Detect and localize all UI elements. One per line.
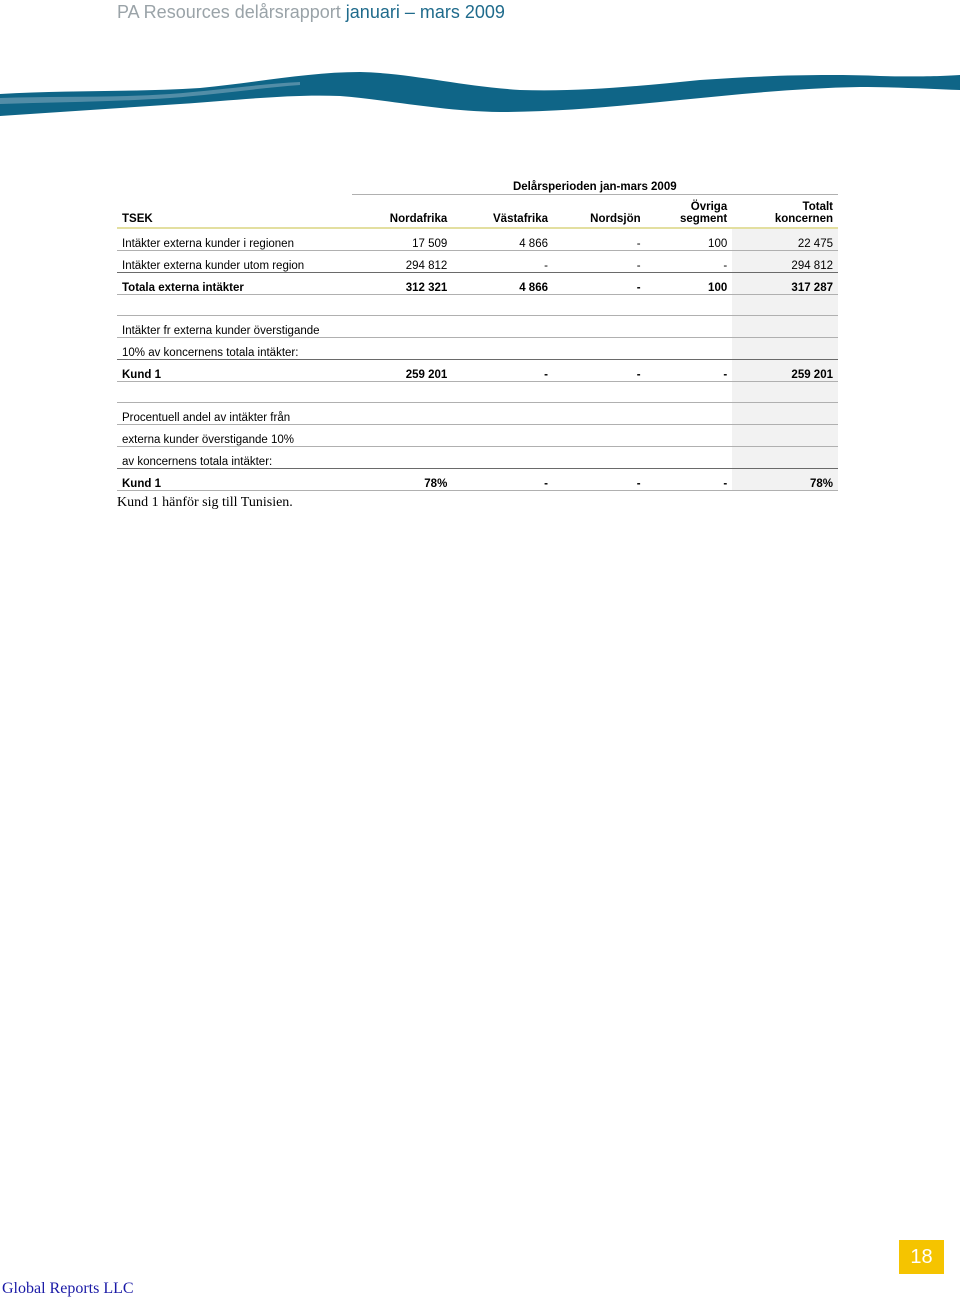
col-header-totalt-line2: koncernen <box>774 213 833 225</box>
spacer-row <box>117 295 838 316</box>
cell-nordsjon: - <box>553 228 646 251</box>
cell-nordafrika: 259 201 <box>352 360 453 382</box>
cell-totalt: 259 201 <box>732 360 838 382</box>
cell-ovriga: - <box>646 360 733 382</box>
column-header-row <box>117 195 838 229</box>
section3-heading-row <box>117 403 838 425</box>
section2-heading-row <box>117 316 838 338</box>
section3-heading-line1: Procentuell andel av intäkter från <box>117 403 352 425</box>
footer-publisher: Global Reports LLC <box>2 1280 134 1297</box>
section2-heading-row <box>117 338 838 360</box>
cell-nordafrika: 312 321 <box>352 273 453 295</box>
header-wave-banner <box>0 62 960 126</box>
row-label: Kund 1 <box>117 360 352 382</box>
col-header-totalt-line1: Totalt <box>802 201 833 213</box>
spacer-row <box>117 382 838 403</box>
page-header-title <box>117 2 505 23</box>
cell-nordsjon: - <box>553 469 646 491</box>
table-total-row <box>117 273 838 295</box>
table-row <box>117 228 838 251</box>
cell-nordafrika: 78% <box>352 469 453 491</box>
cell-vastafrika: 4 866 <box>452 228 553 251</box>
cell-ovriga: 100 <box>646 228 733 251</box>
cell-vastafrika: - <box>452 469 553 491</box>
cell-ovriga: - <box>646 469 733 491</box>
table-row <box>117 251 838 273</box>
cell-nordafrika: 294 812 <box>352 251 453 273</box>
section2-heading-line2: 10% av koncernens totala intäkter: <box>117 338 352 360</box>
col-header-nordsjon: Nordsjön <box>553 195 646 229</box>
col-header-tsek: TSEK <box>117 195 352 229</box>
col-header-vastafrika: Västafrika <box>452 195 553 229</box>
section3-heading-row <box>117 447 838 469</box>
cell-nordafrika: 17 509 <box>352 228 453 251</box>
segment-revenue-table <box>117 175 838 491</box>
cell-vastafrika: 4 866 <box>452 273 553 295</box>
cell-vastafrika: - <box>452 360 553 382</box>
col-header-ovriga-line1: Övriga <box>690 201 728 213</box>
col-header-nordafrika: Nordafrika <box>352 195 453 229</box>
cell-vastafrika: - <box>452 251 553 273</box>
section3-heading-row <box>117 425 838 447</box>
header-title-main: PA Resources delårsrapport <box>117 2 341 22</box>
row-label: Intäkter externa kunder i regionen <box>117 228 352 251</box>
cell-ovriga: 100 <box>646 273 733 295</box>
table-row <box>117 360 838 382</box>
section3-heading-line3: av koncernens totala intäkter: <box>117 447 352 469</box>
row-label: Intäkter externa kunder utom region <box>117 251 352 273</box>
row-label: Totala externa intäkter <box>117 273 352 295</box>
cell-ovriga: - <box>646 251 733 273</box>
cell-nordsjon: - <box>553 360 646 382</box>
col-header-totalt <box>732 195 838 229</box>
cell-totalt: 22 475 <box>732 228 838 251</box>
period-label: Delårsperioden jan-mars 2009 <box>352 175 838 195</box>
section3-heading-line2: externa kunder överstigande 10% <box>117 425 352 447</box>
cell-totalt: 78% <box>732 469 838 491</box>
table-row <box>117 469 838 491</box>
cell-totalt: 317 287 <box>732 273 838 295</box>
page-number-badge: 18 <box>899 1240 944 1274</box>
footnote-text: Kund 1 hänför sig till Tunisien. <box>117 495 293 510</box>
row-label: Kund 1 <box>117 469 352 491</box>
cell-totalt: 294 812 <box>732 251 838 273</box>
cell-nordsjon: - <box>553 251 646 273</box>
col-header-ovriga <box>646 195 733 229</box>
cell-nordsjon: - <box>553 273 646 295</box>
header-title-period: januari – mars 2009 <box>345 2 505 22</box>
period-header-row <box>117 175 838 195</box>
section2-heading-line1: Intäkter fr externa kunder överstigande <box>117 316 352 338</box>
col-header-ovriga-line2: segment <box>679 213 728 225</box>
